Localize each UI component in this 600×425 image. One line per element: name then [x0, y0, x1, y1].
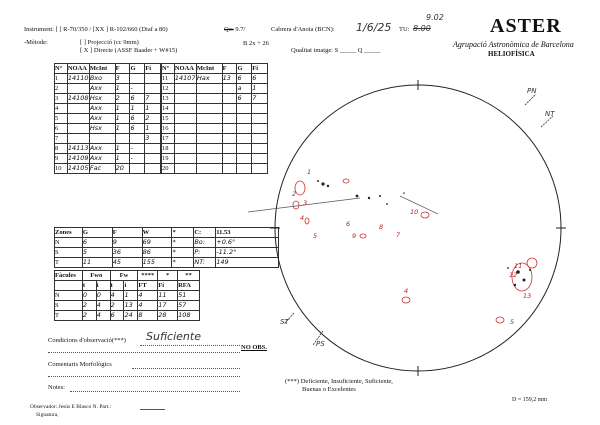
- zones-row-cell: 5: [82, 248, 112, 258]
- pn-axis: [525, 94, 536, 105]
- faculae-row-cell: 28: [158, 311, 178, 321]
- groups-header-row-cell: Fi: [145, 64, 161, 74]
- group-row-cell: 19: [162, 154, 175, 164]
- zones-row-cell: S: [55, 248, 83, 258]
- groups-header-row-cell: G: [237, 64, 252, 74]
- group-row-cell: 1: [115, 154, 130, 164]
- faculae-row-cell: 2: [82, 301, 96, 311]
- groups-header-row-cell: Nº: [55, 64, 68, 74]
- group-row-cell: 3: [115, 74, 130, 84]
- tu-struck-value: 8.00: [413, 24, 431, 33]
- group-row-cell: 14108: [67, 94, 89, 102]
- groups-header-row-cell: F: [222, 64, 237, 74]
- faculae-row-cell: 4: [96, 301, 110, 311]
- observer-label: Observador: Jesús E Blasco N. Part.:: [30, 404, 112, 410]
- st-label: ST: [280, 318, 289, 326]
- group-row-cell: Bxo: [89, 74, 115, 84]
- faculae-header-cell: Fwo: [82, 271, 110, 281]
- group-row-cell: 6: [130, 114, 145, 124]
- group-row-cell: Axx: [89, 154, 115, 164]
- zones-row-cell: 86: [142, 248, 172, 258]
- group-row-cell: 2: [145, 114, 161, 124]
- zones-header-row-cell: *: [172, 228, 194, 238]
- group-pointer: [400, 196, 438, 214]
- pn-label: PN: [527, 87, 537, 95]
- zones-header-row-cell: C:: [194, 228, 216, 238]
- group-number-label: 6: [346, 220, 351, 228]
- zones-row-cell: N: [55, 238, 83, 248]
- group-row-cell: 7: [145, 94, 161, 104]
- group-row-cell: 14109: [67, 154, 89, 162]
- group-number-label: 13: [523, 292, 532, 300]
- group-row-cell: 1: [115, 104, 130, 114]
- instrument-label: Instrument:: [24, 26, 54, 33]
- signature-label: Signatura,: [36, 412, 59, 418]
- zones-row-cell: +0.6°: [216, 238, 279, 248]
- group-row-cell: 14113: [67, 144, 89, 152]
- group-row-cell: a: [237, 84, 252, 94]
- faculae-row-cell: 0: [96, 291, 110, 301]
- group-row-cell: 6: [130, 124, 145, 134]
- faculae-row-cell: 4: [110, 291, 124, 301]
- notes-label: Notes:: [48, 384, 65, 391]
- group-row-cell: -: [130, 144, 145, 154]
- faculae-row-cell: 17: [158, 301, 178, 311]
- faculae-header-cell: **: [178, 271, 200, 281]
- zones-row-cell: 69: [142, 238, 172, 248]
- groups-header-row-cell: G: [130, 64, 145, 74]
- qo-label: Qo:: [224, 26, 234, 33]
- faculae-row-cell: 11: [158, 291, 178, 301]
- group-number-label: 12: [509, 271, 518, 279]
- group-row-cell: Fac: [89, 164, 115, 174]
- zones-row-cell: Bo:: [194, 238, 216, 248]
- zones-row-cell: NT:: [194, 258, 216, 268]
- comments-label: Comentaris Morfològics: [48, 361, 112, 368]
- groups-header-row-cell: McInt: [196, 64, 222, 74]
- group-row-cell: 13: [162, 94, 175, 104]
- group-row-cell: 20: [162, 164, 175, 174]
- group-number-label: 4: [300, 214, 305, 222]
- method-option-projection: [ ] Projecció (cc 9mm): [80, 39, 139, 46]
- faculae-subheader-row-cell: t: [110, 281, 124, 291]
- faculae-row-cell: 6: [110, 311, 124, 321]
- group-row-cell: -: [130, 84, 145, 94]
- legend-line-2: Buenas o Excelentes: [302, 386, 356, 393]
- group-row-cell: 18: [162, 144, 175, 154]
- faculae-subheader-row-cell: i: [124, 281, 138, 291]
- zones-row-cell: T: [55, 258, 83, 268]
- faculae-row-cell: 4: [138, 301, 158, 311]
- ps-label: PS: [316, 340, 325, 348]
- group-row-cell: Axx: [89, 114, 115, 124]
- faculae-subheader-row-cell: t: [82, 281, 96, 291]
- group-row-cell: 9: [55, 154, 68, 164]
- group-row-cell: 7: [55, 134, 68, 144]
- zones-row-cell: 45: [112, 258, 142, 268]
- group-number-label: 2: [292, 190, 297, 198]
- faculae-row-cell: S: [55, 301, 83, 311]
- place-label: Cabrera d'Anoia (BCN):: [271, 26, 335, 33]
- zones-row-cell: -11.2°: [216, 248, 279, 258]
- sunspot-marks: [317, 180, 531, 286]
- group-row-cell: 13: [222, 74, 237, 84]
- group-number-label: 9: [352, 232, 357, 240]
- faculae-marks: [293, 179, 537, 323]
- group-row-cell: 6: [130, 94, 145, 104]
- zones-row-cell: 149: [216, 258, 279, 268]
- faculae-header-cell: Fw: [110, 271, 138, 281]
- faculae-subheader-row-cell: FT: [138, 281, 158, 291]
- group-row-cell: 14107: [174, 74, 196, 82]
- group-number-label: 3: [303, 199, 308, 207]
- zones-header-row-cell: 11.53: [216, 228, 279, 238]
- group-row-cell: 1: [115, 114, 130, 124]
- group-row-cell: 6: [252, 74, 268, 84]
- group-row-cell: Axx: [89, 144, 115, 154]
- group-row-cell: 1: [115, 84, 130, 94]
- faculae-row-cell: 57: [178, 301, 200, 311]
- faculae-row-cell: N: [55, 291, 83, 301]
- faculae-row-cell: 8: [138, 311, 158, 321]
- b-value: B 2x + 26: [243, 40, 269, 47]
- group-number-label: 1: [307, 168, 312, 176]
- group-row-cell: 6: [237, 94, 252, 104]
- group-row-cell: 14: [162, 104, 175, 114]
- method-label: -Mètode:: [24, 39, 48, 46]
- no-obs-label: NO OBS.: [241, 344, 268, 351]
- brand-title: ASTER: [490, 15, 562, 37]
- faculae-row-cell: 4: [138, 291, 158, 301]
- group-row-cell: 10: [55, 164, 68, 174]
- group-row-cell: 1: [115, 124, 130, 134]
- faculae-header-cell: *: [158, 271, 178, 281]
- group-row-cell: 1: [145, 104, 161, 114]
- faculae-row-cell: 4: [96, 311, 110, 321]
- faculae-subheader-row-cell: Fi: [158, 281, 178, 291]
- faculae-row-cell: 1: [124, 291, 138, 301]
- nt-label: NT: [545, 110, 555, 118]
- group-row-cell: 5: [55, 114, 68, 124]
- instrument-options: [ ] R-70/350 / [XX ] R-102/660 (Diaf a 80): [55, 26, 168, 33]
- zones-row-cell: 6: [82, 238, 112, 248]
- groups-header-row-cell: McInt: [89, 64, 115, 74]
- group-row-cell: Axx: [89, 84, 115, 94]
- faculae-row-cell: 24: [124, 311, 138, 321]
- solar-disk-outline: [275, 85, 561, 371]
- group-row-cell: 15: [162, 114, 175, 124]
- faculae-subheader-row-cell: RFA: [178, 281, 200, 291]
- zones-header-row-cell: F: [112, 228, 142, 238]
- group-row-cell: 8: [55, 144, 68, 154]
- conditions-handwritten: Suficiente: [146, 330, 201, 343]
- diameter-label: D = 159,2 mm: [512, 397, 548, 403]
- group-row-cell: 11: [162, 74, 175, 84]
- group-row-cell: 1: [252, 84, 268, 94]
- zones-row-cell: 36: [112, 248, 142, 258]
- group-number-label: 5: [313, 232, 318, 240]
- group-number-label: 10: [410, 208, 419, 216]
- group-row-cell: 3: [145, 134, 161, 144]
- group-row-cell: 3: [55, 94, 68, 104]
- groups-header-row-cell: NOAA: [67, 64, 89, 74]
- zones-row-cell: 155: [142, 258, 172, 268]
- group-row-cell: 6: [237, 74, 252, 84]
- groups-header-row-cell: Fi: [252, 64, 268, 74]
- group-row-cell: Hax: [196, 74, 222, 84]
- faculae-row-cell: 108: [178, 311, 200, 321]
- tu-handwritten: 9.02: [426, 13, 444, 22]
- group-row-cell: 1: [55, 74, 68, 84]
- groups-header-row-cell: NOAA: [174, 64, 196, 74]
- zones-header-row-cell: G: [82, 228, 112, 238]
- faculae-header-cell: ****: [138, 271, 158, 281]
- faculae-subheader-row-cell: i: [96, 281, 110, 291]
- conditions-label: Condicions d'observació(***): [48, 337, 126, 344]
- faculae-row-cell: 2: [82, 311, 96, 321]
- groups-header-row-cell: Nº: [162, 64, 175, 74]
- group-row-cell: -: [130, 154, 145, 164]
- group-row-cell: 16: [162, 124, 175, 134]
- group-number-label: 4: [404, 287, 409, 295]
- group-row-cell: 6: [55, 124, 68, 134]
- group-row-cell: 14110: [67, 74, 89, 82]
- faculae-row-cell: 13: [124, 301, 138, 311]
- faculae-row-cell: 0: [82, 291, 96, 301]
- zones-row-cell: *: [172, 248, 194, 258]
- group-row-cell: 1: [115, 144, 130, 154]
- groups-header-row-cell: F: [115, 64, 130, 74]
- faculae-header-cell: Fàcules: [55, 271, 83, 281]
- group-number-label: 8: [379, 223, 384, 231]
- group-row-cell: Axx: [89, 104, 115, 114]
- quality-field: Qualitat imatge: S _____ Q _____: [291, 47, 381, 54]
- faculae-row-cell: 2: [110, 301, 124, 311]
- legend-line-1: (***) Deficiente, Insuficiente, Suficiente,: [285, 378, 393, 385]
- group-number-label: 11: [514, 262, 523, 270]
- zones-row-cell: *: [172, 238, 194, 248]
- group-row-cell: 2: [115, 94, 130, 104]
- zones-row-cell: 9: [112, 238, 142, 248]
- group-row-cell: 2: [55, 84, 68, 94]
- group-row-cell: 12: [162, 84, 175, 94]
- group-row-cell: 7: [252, 94, 268, 104]
- group-row-cell: 1: [130, 104, 145, 114]
- date-handwritten: 1/6/25: [356, 21, 392, 34]
- group-row-cell: Hsx: [89, 94, 115, 104]
- group-row-cell: Hsx: [89, 124, 115, 134]
- zones-row-cell: *: [172, 258, 194, 268]
- zones-row-cell: P:: [194, 248, 216, 258]
- brand-section: HELIOFÍSICA: [488, 50, 535, 58]
- group-row-cell: 20: [115, 164, 130, 174]
- group-row-cell: 4: [55, 104, 68, 114]
- faculae-row-cell: T: [55, 311, 83, 321]
- tu-label: TU:: [399, 26, 410, 33]
- group-row-cell: 17: [162, 134, 175, 144]
- zones-header-row-cell: W: [142, 228, 172, 238]
- faculae-row-cell: 51: [178, 291, 200, 301]
- group-row-cell: 1: [145, 124, 161, 134]
- group-number-label: 7: [396, 231, 401, 239]
- brand-org: Agrupació Astronòmica de Barcelona: [453, 40, 574, 49]
- zones-header-row-cell: Zones: [55, 228, 83, 238]
- group-row-cell: 14105: [67, 164, 89, 172]
- zones-row-cell: 11: [82, 258, 112, 268]
- group-number-label: 5: [510, 318, 515, 326]
- method-option-direct: [ X ] Directe (ASSF Baader + W#15): [80, 47, 178, 54]
- qo-value: 9.7/: [235, 26, 246, 33]
